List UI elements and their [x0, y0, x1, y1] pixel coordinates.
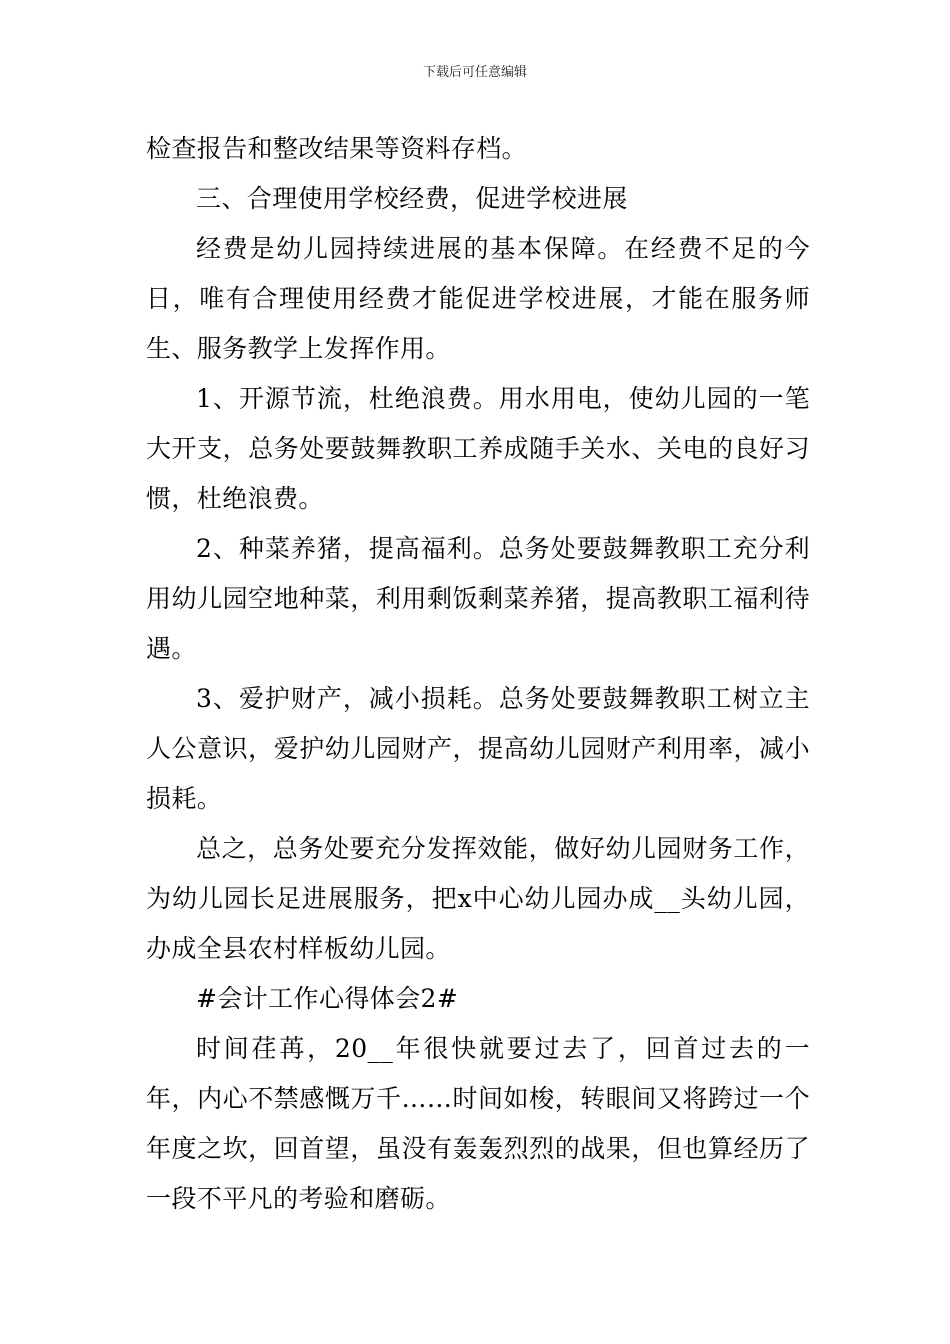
paragraph-item-2: 2、种菜养猪，提高福利。总务处要鼓舞教职工充分利用幼儿园空地种菜，利用剩饭剩菜养猪，提高教职工福利待遇。	[146, 534, 810, 663]
paragraph-item-3: 3、爱护财产，减小损耗。总务处要鼓舞教职工树立主人公意识，爱护幼儿园财产，提高幼儿园财产利用率，减小损耗。	[146, 684, 810, 813]
paragraph-funds-intro: 经费是幼儿园持续进展的基本保障。在经费不足的今日，唯有合理使用经费才能促进学校进展，才能在服务师生、服务教学上发挥作用。	[146, 234, 810, 363]
paragraph-archive: 检查报告和整改结果等资料存档。	[146, 134, 528, 163]
paragraph-summary: 总之，总务处要充分发挥效能，做好幼儿园财务工作，为幼儿园长足进展服务，把x中心幼儿园办成__头幼儿园，办成全县农村样板幼儿园。	[146, 834, 810, 963]
section-heading-essay-2: #会计工作心得体会2#	[196, 984, 459, 1013]
section-heading-funds: 三、合理使用学校经费，促进学校进展	[196, 184, 628, 213]
document-body	[146, 124, 810, 1224]
paragraph-item-1: 1、开源节流，杜绝浪费。用水用电，使幼儿园的一笔大开支，总务处要鼓舞教职工养成随手关水、关电的良好习惯，杜绝浪费。	[146, 384, 810, 513]
paragraph-reflection: 时间荏苒，20__年很快就要过去了，回首过去的一年，内心不禁感慨万千……时间如梭，转眼间又将跨过一个年度之坎，回首望，虽没有轰轰烈烈的战果，但也算经历了一段不平凡的考验和磨砺。	[146, 1034, 810, 1213]
page-header: 下载后可任意编辑	[422, 65, 527, 80]
